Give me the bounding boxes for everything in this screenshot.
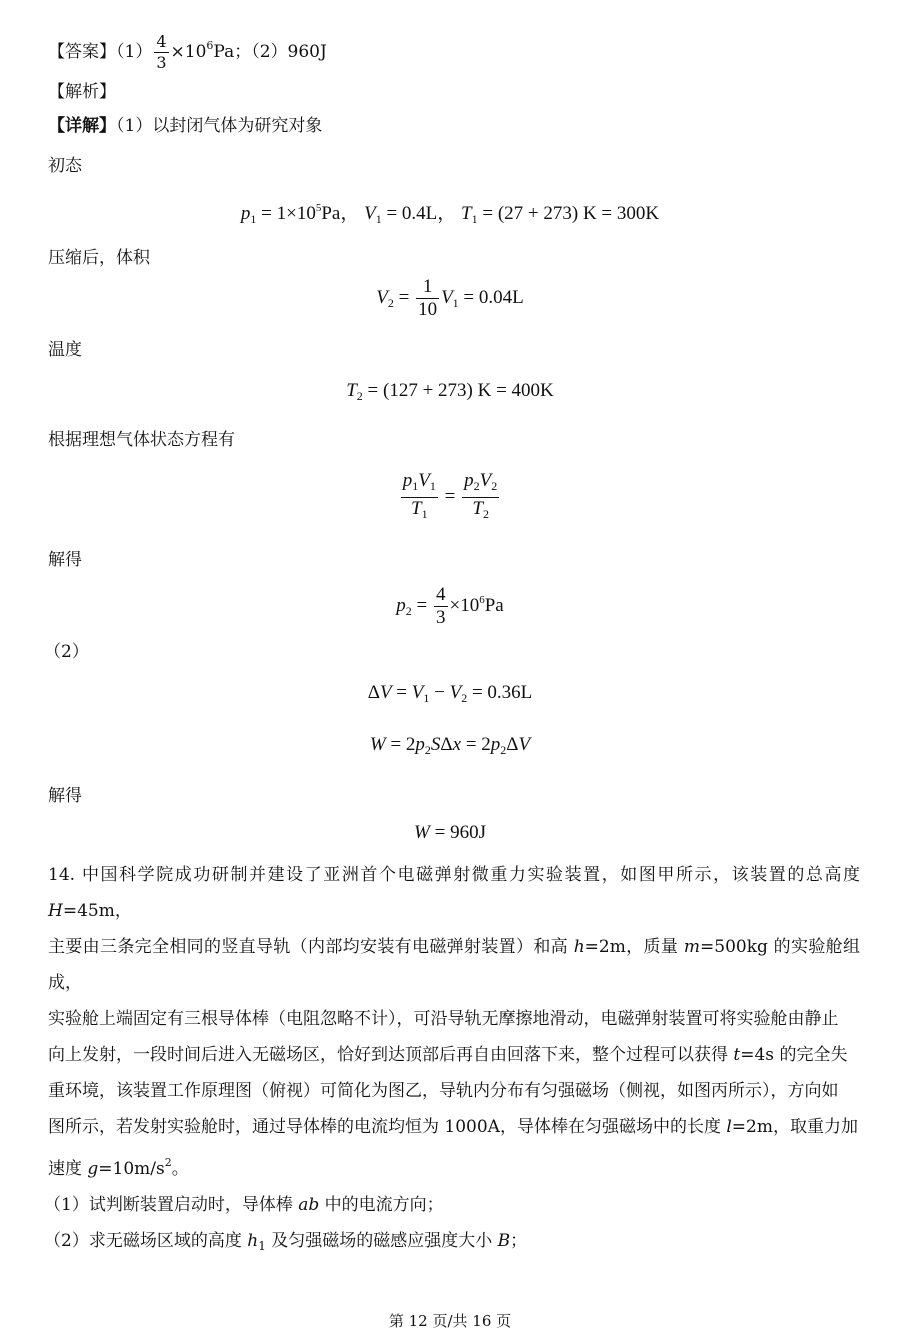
state-label: 根据理想气体状态方程有	[48, 430, 235, 450]
symbol-p1-sub: 1	[250, 212, 257, 226]
sub: 2	[473, 479, 480, 493]
q14-text: =10m/s	[98, 1159, 165, 1179]
t2-value: = (127 + 273) K = 400K	[362, 380, 554, 401]
q14-text: =2m，质量	[584, 937, 684, 957]
times: ×10	[449, 594, 480, 616]
q14-line-3: 实验舱上端固定有三根导体棒（电阻忽略不计），可沿导轨无摩擦地滑动，电磁弹射装置可将实验舱由静止	[48, 1009, 839, 1029]
fraction-one-tenth	[416, 276, 439, 321]
equals: = 2	[385, 734, 416, 755]
frac-right-den	[462, 498, 499, 525]
fraction-left	[401, 470, 438, 525]
v2-value: = 0.04L	[458, 286, 524, 308]
sub: 2	[500, 743, 507, 757]
frac-left-num	[401, 470, 438, 498]
unit: Pa	[484, 594, 504, 616]
initial-label: 初态	[48, 156, 82, 176]
answer-times: ×10	[170, 42, 207, 62]
detail-tag: 【详解】	[48, 116, 116, 136]
answer-frac-den: 3	[156, 53, 167, 72]
answer-part2: 960J	[287, 42, 327, 62]
symbol-ab: ab	[298, 1195, 320, 1215]
frac-den: 3	[436, 607, 446, 628]
q14-text: （1）试判断装置启动时，导体棒	[44, 1195, 299, 1215]
q14-text: =45m，	[62, 901, 132, 921]
symbol-w: W	[414, 822, 430, 843]
q14-line-2	[48, 929, 860, 1001]
solve-label-1: 解得	[48, 550, 82, 570]
symbol-v1: V	[411, 682, 424, 703]
symbol-g: g	[87, 1159, 99, 1179]
delta: Δ	[367, 682, 380, 703]
symbol-p1: p	[240, 203, 251, 224]
q14-text: 中的电流方向；	[319, 1195, 444, 1215]
frac-den: 10	[418, 299, 438, 320]
symbol-p2: p	[490, 734, 501, 755]
sub: 1	[421, 507, 428, 521]
question-14	[44, 857, 860, 1264]
q14-text: 速度	[48, 1159, 88, 1179]
equation-initial-state	[0, 198, 900, 227]
answer-frac-num: 4	[156, 32, 167, 51]
symbol-p1: p	[402, 470, 413, 491]
equation-p2	[0, 584, 900, 629]
equals: =	[439, 485, 461, 507]
delta-v-value: = 0.36L	[467, 682, 533, 703]
t1-value: = (27 + 273) K = 300K	[477, 203, 660, 224]
frac-num: 1	[416, 276, 439, 299]
equals: = 2	[461, 734, 491, 755]
symbol-v2: V	[376, 286, 388, 308]
sub: 2	[461, 691, 468, 705]
symbol-v1: V	[418, 470, 430, 491]
v1-value: = 0.4L，	[381, 203, 457, 224]
analysis-label: 【解析】	[48, 82, 116, 102]
detail-text: （1）以封闭气体为研究对象	[116, 116, 323, 136]
part2-label: （2）	[44, 642, 89, 662]
equation-v2	[0, 276, 900, 321]
frac-num: 4	[436, 584, 446, 605]
answer-unit: Pa	[213, 42, 235, 62]
detail-line	[48, 114, 322, 138]
sub: 2	[405, 603, 412, 618]
q14-text: ；	[510, 1231, 528, 1251]
sub: 1	[429, 479, 436, 493]
fraction-four-thirds	[434, 584, 448, 629]
answer-fraction	[154, 32, 168, 73]
compress-label: 压缩后，体积	[48, 248, 150, 268]
frac-right-num	[462, 470, 499, 498]
q14-text: =2m，取重力加	[731, 1117, 858, 1137]
q14-text: 14. 中国科学院成功研制并建设了亚洲首个电磁弹射微重力实验装置，如图甲所示，该装置的总高度	[48, 865, 860, 885]
minus: −	[429, 682, 450, 703]
q14-line-5: 重环境，该装置工作原理图（俯视）可简化为图乙，导轨内分布有匀强磁场（侧视，如图丙所示），方向如	[48, 1081, 839, 1101]
answer-exp: 6	[206, 39, 214, 52]
answer-sep: ；（2）	[234, 42, 288, 62]
symbol-v1-sub: 1	[452, 295, 459, 310]
sub: 2	[424, 743, 431, 757]
equation-ideal-gas	[0, 470, 900, 525]
symbol-t1: T	[461, 203, 472, 224]
q14-text: 图所示，若发射实验舱时，通过导体棒的电流均恒为 1000A，导体棒在匀强磁场中的长度	[48, 1117, 727, 1137]
fraction-right	[462, 470, 499, 525]
symbol-t2: T	[346, 380, 357, 401]
delta: Δ	[506, 734, 519, 755]
answer-line	[48, 28, 327, 73]
symbol-h: h	[247, 1231, 259, 1251]
q14-text: （2）求无磁场区域的高度	[44, 1231, 248, 1251]
q14-sub-question-2	[44, 1223, 860, 1264]
answer-part1-label: （1）	[116, 42, 153, 62]
symbol-s: S	[430, 734, 441, 755]
p1-exp: 5	[315, 202, 322, 214]
q14-text: =500kg 的实验舱组成，	[48, 937, 860, 993]
equation-delta-v	[0, 682, 900, 706]
answer-tag: 【答案】	[48, 42, 116, 62]
symbol-v1: V	[441, 286, 453, 308]
equals: =	[393, 286, 415, 308]
exp: 6	[479, 593, 485, 606]
symbol-p2: p	[415, 734, 425, 755]
q14-text: 向上发射，一段时间后进入无磁场区，恰好到达顶部后再自由回落下来，整个过程可以获得	[48, 1045, 734, 1065]
symbol-x: x	[452, 734, 462, 755]
frac-left-den	[401, 498, 438, 525]
symbol-v1: V	[364, 203, 376, 224]
equals: =	[391, 682, 412, 703]
symbol-v1-sub: 1	[375, 212, 382, 226]
equation-work	[0, 734, 900, 758]
exp: 2	[164, 1156, 172, 1169]
q14-text: 。	[171, 1159, 189, 1179]
equals: =	[411, 594, 432, 616]
sub: 2	[482, 507, 489, 521]
symbol-v2: V	[449, 682, 462, 703]
symbol-v: V	[379, 682, 392, 703]
symbol-t: t	[733, 1045, 741, 1065]
symbol-p2: p	[464, 470, 474, 491]
symbol-w: W	[369, 734, 386, 755]
symbol-h: h	[573, 937, 585, 957]
symbol-v2-sub: 2	[387, 295, 394, 310]
symbol-t1: T	[411, 498, 422, 519]
sub: 1	[412, 479, 419, 493]
q14-text: =4s 的完全失	[740, 1045, 848, 1065]
symbol-H: H	[48, 901, 63, 921]
symbol-v2: V	[479, 470, 492, 491]
symbol-t1-sub: 1	[471, 212, 478, 226]
symbol-B: B	[497, 1231, 511, 1251]
temp-label: 温度	[48, 340, 82, 360]
q14-text: 及匀强磁场的磁感应强度大小	[265, 1231, 498, 1251]
work-value: = 960J	[429, 822, 486, 843]
q14-line-4	[48, 1037, 860, 1073]
symbol-t2-sub: 2	[356, 389, 363, 403]
equation-t2	[0, 380, 900, 404]
symbol-m: m	[683, 937, 701, 957]
sub: 1	[423, 691, 430, 705]
symbol-t2: T	[472, 498, 483, 519]
page-footer: 第 12 页/共 16 页	[388, 1312, 512, 1330]
q14-line-6	[48, 1109, 860, 1145]
p1-value: = 1×10	[256, 203, 316, 224]
symbol-p2: p	[396, 594, 406, 616]
sub: 2	[491, 479, 498, 493]
p1-unit: Pa，	[321, 203, 360, 224]
q14-sub-question-1	[44, 1187, 860, 1223]
q14-line-1	[48, 857, 860, 929]
equation-work-result	[0, 822, 900, 844]
symbol-v: V	[518, 734, 531, 755]
q14-text: 主要由三条完全相同的竖直导轨（内部均安装有电磁弹射装置）和高	[48, 937, 574, 957]
solve-label-2: 解得	[48, 786, 82, 806]
delta: Δ	[440, 734, 453, 755]
symbol-l: l	[726, 1117, 732, 1137]
q14-line-7	[48, 1145, 860, 1187]
sub: 1	[258, 1239, 266, 1253]
